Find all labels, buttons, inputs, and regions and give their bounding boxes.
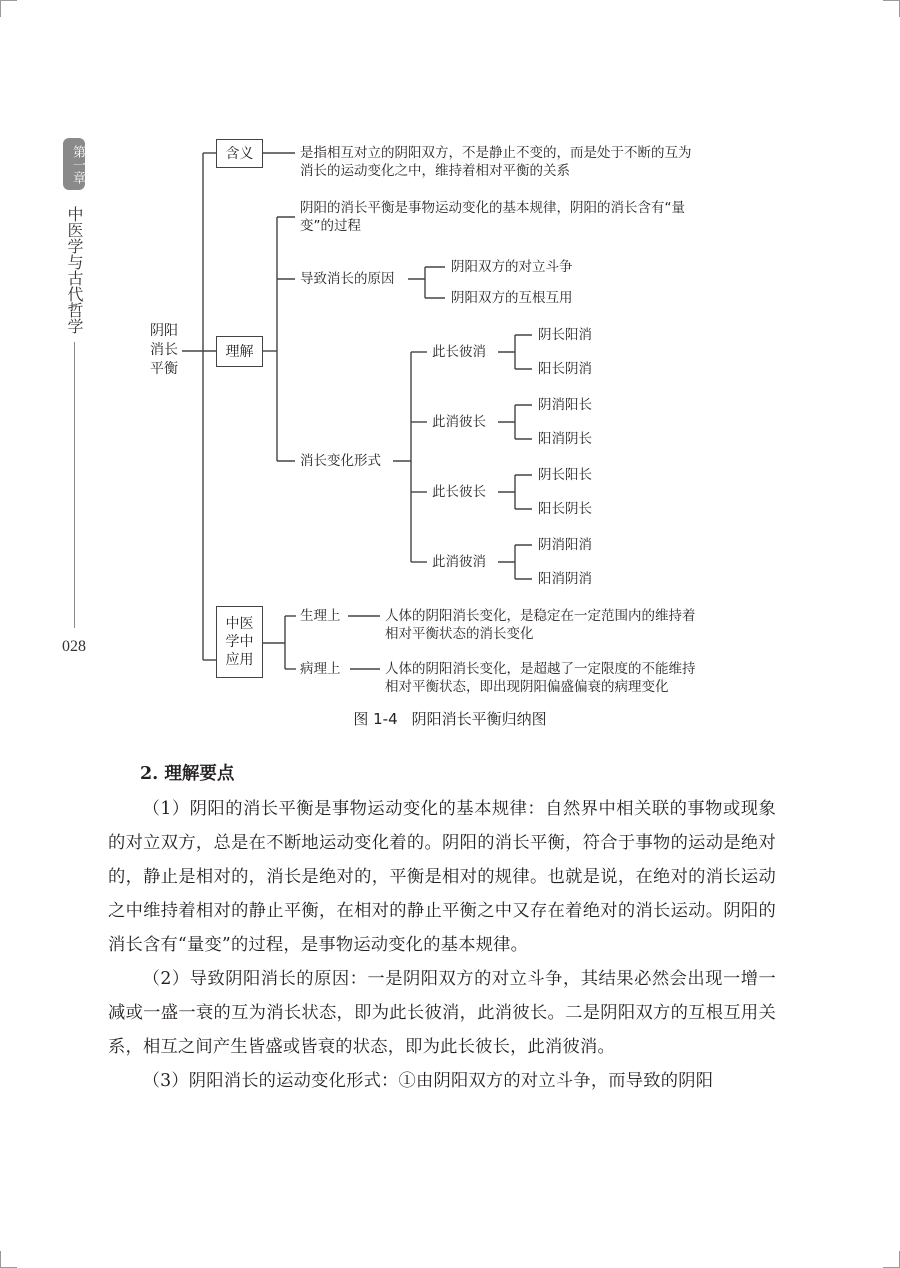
law-text-line1: 阴阳的消长平衡是事物运动变化的基本规律，阴阳的消长含有“量 [300,200,685,216]
form-item: 阳长阴消 [538,361,592,377]
section-heading: 2. 理解要点 [140,764,235,784]
crop-mark-top-right [883,0,900,17]
paragraph: （2）导致阴阳消长的原因：一是阴阳双方的对立斗争，其结果必然会出现一增一减或一盛一衰的互为消长状态，即为此长彼消，此消彼长。二是阴阳双方的互根互用关系，相互之间产生皆盛或皆衰的状态，即为此长彼长，此消彼消。 [108,969,776,1057]
figure-caption [0,708,900,729]
pathology-text-line2: 相对平衡状态，即出现阴阳偏盛偏衰的病理变化 [385,679,669,695]
cause-item: 阴阳双方的互根互用 [451,290,573,306]
figure-number: 图 1-4 [353,710,398,728]
paragraph: （3）阴阳消长的运动变化形式：①由阴阳双方的对立斗争，而导致的阴阳 [142,1071,714,1091]
crop-mark-top-left [0,0,17,17]
meaning-text-line2: 消长的运动变化之中，维持着相对平衡的关系 [300,163,570,179]
causes-label: 导致消长的原因 [300,271,395,287]
form-item: 阳消阴长 [538,431,592,447]
meaning-text-line1: 是指相互对立的阴阳双方，不是静止不变的，而是处于不断的互为 [300,145,692,161]
paragraph: （1）阴阳的消长平衡是事物运动变化的基本规律：自然界中相关联的事物或现象的对立双方，总是在不断地运动变化着的。阴阳的消长平衡，符合于事物的运动是绝对的，静止是相对的，消长是绝对的，平衡是相对的规律。也就是说，在绝对的消长运动之中维持着相对的静止平衡，在相对的静止平衡之中又存在着绝对的消长运动。阴阳的消长含有“量变”的过程，是事物运动变化的基本规律。 [108,799,776,955]
form-group-label: 此长彼长 [432,484,486,500]
crop-mark-bottom-left [0,1251,17,1268]
law-text-line2: 变”的过程 [300,218,361,234]
chapter-tab: 第一章 [63,138,85,190]
box-application: 中医学中应用 [216,606,263,678]
forms-label: 消长变化形式 [300,453,381,469]
box-meaning: 含义 [216,139,263,168]
form-item: 阴消阳消 [538,537,592,553]
pathology-text-line1: 人体的阴阳消长变化，是超越了一定限度的不能维持 [385,661,696,677]
form-item: 阴长阳消 [538,327,592,343]
physiology-text-line1: 人体的阴阳消长变化，是稳定在一定范围内的维持着 [385,608,696,624]
page-number: 028 [62,638,86,655]
physiology-label: 生理上 [300,608,341,624]
form-group-label: 此长彼消 [432,344,486,360]
form-item: 阳消阴消 [538,571,592,587]
side-rule [74,342,75,628]
physiology-text-line2: 相对平衡状态的消长变化 [385,626,534,642]
diagram-root: 阴阳消长平衡 [150,323,178,377]
pathology-label: 病理上 [300,661,341,677]
cause-item: 阴阳双方的对立斗争 [451,259,573,275]
form-group-label: 此消彼消 [432,554,486,570]
form-item: 阳长阴长 [538,501,592,517]
body-paragraphs [108,792,776,1098]
figure-title: 阴阳消长平衡归纳图 [411,710,547,728]
chapter-title: 中医学与古代哲学 [65,206,84,334]
form-group-label: 此消彼长 [432,414,486,430]
form-item: 阴长阳长 [538,467,592,483]
form-item: 阴消阳长 [538,397,592,413]
box-understanding: 理解 [216,336,263,367]
crop-mark-bottom-right [883,1251,900,1268]
